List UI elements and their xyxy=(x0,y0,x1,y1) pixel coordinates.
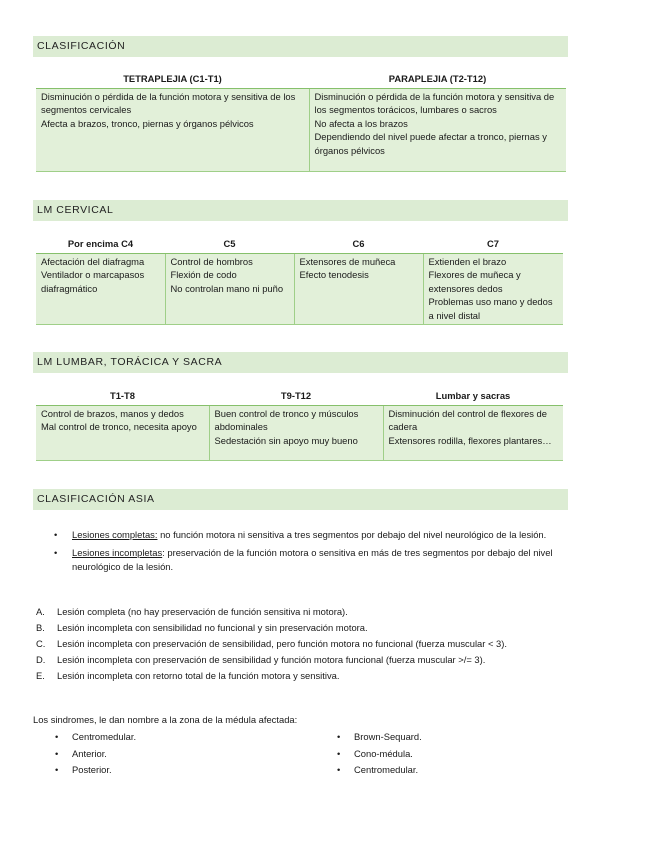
table-row xyxy=(36,88,566,171)
list-item: • Centromedular. xyxy=(55,729,136,746)
table-cell: Extienden el brazo Flexores de muñeca y extensores dedos Problemas uso mano y dedos a nivel distal xyxy=(423,253,563,324)
asia-grades xyxy=(33,605,563,685)
table-cell: Control de brazos, manos y dedos Mal control de tronco, necesita apoyo xyxy=(36,405,209,460)
table-cell: Extensores de muñeca Efecto tenodesis xyxy=(294,253,423,324)
list-item: • Anterior. xyxy=(55,746,136,763)
list-item: C. Lesión incompleta con preservación de sensibilidad, pero función motora no funcional (fuerza muscular < 3). xyxy=(36,638,507,649)
column-header: Lumbar y sacras xyxy=(383,389,563,405)
bullet-icon: • xyxy=(54,529,58,540)
asia-bullets xyxy=(33,528,563,578)
column-header: TETRAPLEJIA (C1-T1) xyxy=(36,72,309,88)
column-header: C7 xyxy=(423,237,563,253)
list-item: • Lesiones incompletas: preservación de la función motora o sensitiva en más de tres segmentos por debajo del nivel neurológico de la lesión. xyxy=(54,546,553,572)
list-item: • Lesiones completas: no función motora ni sensitiva a tres segmentos por debajo del nivel neurológico de la lesión. xyxy=(33,528,563,543)
section-heading-clasificacion: CLASIFICACIÓN xyxy=(33,36,568,57)
bullet-icon: • xyxy=(337,747,341,759)
table-cell: Disminución del control de flexores de cadera Extensores rodilla, flexores plantares… xyxy=(383,405,563,460)
list-item: B. Lesión incompleta con sensibilidad no funcional y sin preservación motora. xyxy=(36,622,368,633)
table-cell: Afectación del diafragma Ventilador o marcapasos diafragmático xyxy=(36,253,165,324)
table-cell: Disminución o pérdida de la función motora y sensitiva de los segmentos cervicales Afecta a brazos, tronco, piernas y órganos pélvicos xyxy=(36,88,309,171)
column-header: C6 xyxy=(294,237,423,253)
bullet-icon: • xyxy=(337,764,341,775)
bullet-icon: • xyxy=(55,747,59,759)
section-heading-lumbar: LM LUMBAR, TORÁCICA Y SACRA xyxy=(33,352,568,373)
column-header: T9-T12 xyxy=(209,389,383,405)
list-item: E. Lesión incompleta con retorno total de la función motora y sensitiva. xyxy=(36,670,340,681)
sindromes-intro: Los sindromes, le dan nombre a la zona de la médula afectada: xyxy=(33,714,298,725)
column-header: T1-T8 xyxy=(36,389,209,405)
sindromes-right-list xyxy=(337,729,422,779)
table-cell: Control de hombros Flexión de codo No controlan mano ni puño xyxy=(165,253,294,324)
bullet-icon: • xyxy=(337,731,341,742)
table-row xyxy=(36,253,563,324)
table-cervical xyxy=(36,237,563,325)
table-clasificacion xyxy=(36,72,566,172)
column-header: Por encima C4 xyxy=(36,237,165,253)
table-cell: Buen control de tronco y músculos abdominales Sedestación sin apoyo muy bueno xyxy=(209,405,383,460)
list-item: • Posterior. xyxy=(55,762,136,779)
bullet-icon: • xyxy=(54,546,58,558)
bullet-icon: • xyxy=(55,764,59,775)
sindromes-left-list xyxy=(55,729,136,779)
list-item: • Centromedular. xyxy=(337,762,422,779)
column-header: C5 xyxy=(165,237,294,253)
bullet-icon: • xyxy=(55,731,59,742)
table-cell: Disminución o pérdida de la función motora y sensitiva de los segmentos torácicos, lumbares o sacros No afecta a los brazos Dependiendo del nivel puede afectar a tronco, piernas y órganos pélvicos xyxy=(309,88,566,171)
list-item: D. Lesión incompleta con preservación de sensibilidad y función motora funcional (fuerza muscular >/= 3). xyxy=(36,654,486,665)
list-item: • Cono-médula. xyxy=(337,746,422,763)
list-item: A. Lesión completa (no hay preservación de función sensitiva ni motora). xyxy=(36,606,348,617)
column-header: PARAPLEJIA (T2-T12) xyxy=(309,72,566,88)
table-lumbar xyxy=(36,389,563,461)
section-heading-asia: CLASIFICACIÓN ASIA xyxy=(33,489,568,510)
section-heading-cervical: LM CERVICAL xyxy=(33,200,568,221)
table-row xyxy=(36,405,563,460)
list-item: • Brown-Sequard. xyxy=(337,729,422,746)
